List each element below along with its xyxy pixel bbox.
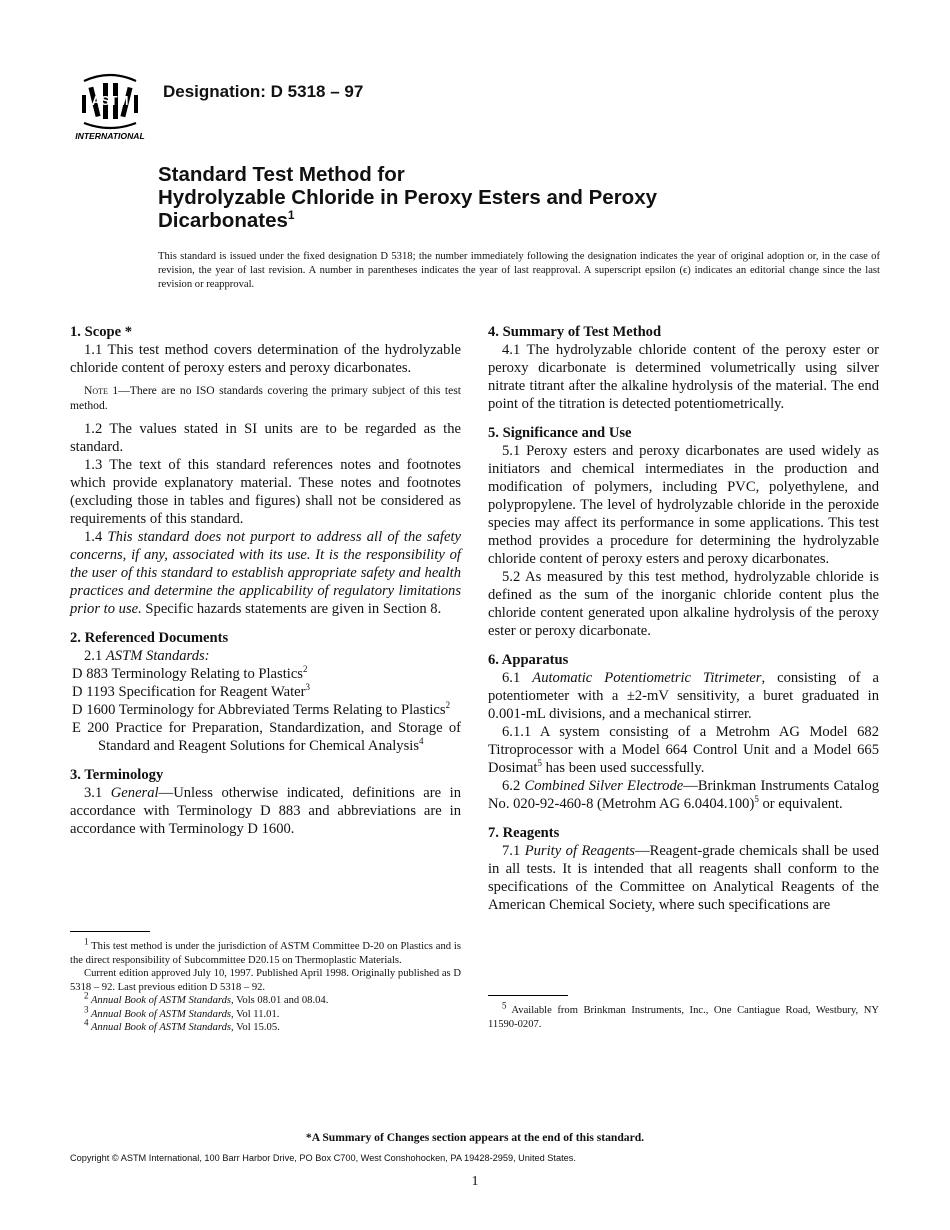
footnote-4-mark: 4: [84, 1017, 89, 1028]
title-line-3-text: Dicarbonates: [158, 209, 288, 232]
para-6-1-rest: , consisting of a potentiometer with a ±2-mV sensitivity, a buret graduated in 0.001-mL divisions, and a mechanical stirrer.: [488, 670, 879, 722]
astm-logo: [70, 73, 150, 141]
footnote-rule-left: [70, 931, 150, 932]
footnote-2-italic: Annual Book of ASTM Standards: [88, 995, 232, 1006]
para-1-4-rest: Specific hazards statements are given in Section 8.: [141, 601, 442, 617]
note-1-label: Note: [84, 384, 108, 397]
designation: Designation: D 5318 – 97: [163, 82, 364, 101]
footnote-1: [70, 936, 461, 967]
para-6-1: [488, 669, 879, 723]
footnote-3-rest: , Vol 11.01.: [231, 1008, 280, 1020]
para-1-2: 1.2 The values stated in SI units are to be regarded as the standard.: [70, 421, 461, 455]
para-7-1-rest: —Reagent-grade chemicals shall be used in all tests. It is intended that all reagents shall conform to the specifications of the Committee on Analytical Reagents of the American Chemical Society, where such specifications are: [488, 843, 879, 913]
footnote-4-italic: Annual Book of ASTM Standards: [88, 1022, 232, 1033]
reference-item: [70, 701, 461, 719]
footnote-5-text: Available from Brinkman Instruments, Inc., One Cantiague Road, Westbury, NY 11590-0207.: [488, 1005, 879, 1030]
footnote-5-mark: 5: [502, 1000, 507, 1011]
footnote-2-rest: , Vols 08.01 and 08.04.: [231, 995, 329, 1006]
para-5-1: 5.1 Peroxy esters and peroxy dicarbonates are used widely as initiators and chemical intermediates in the production and modification of polymers, including PVC, polyethylene, and polypropylene. The level of hydrolyzable chloride in the peroxide species may affect its performance in some applications. This test method provides a procedure for determining the hydrolyzable chloride content of peroxy esters and peroxy dicarbonates.: [488, 443, 879, 567]
footnote-4: [70, 1017, 461, 1035]
para-6-1-1: [488, 723, 879, 777]
para-3-1-num: 3.1: [84, 785, 111, 801]
footnote-4-rest: , Vol 15.05.: [231, 1022, 280, 1033]
reference-footnote-mark: 2: [302, 664, 308, 675]
para-1-4-italic: This standard does not purport to address all of the safety concerns, if any, associated with its use. It is the responsibility of the user of this standard to establish appropriate safety and health practices and determine the applicability of regulatory limitations prior to use.: [70, 529, 461, 617]
footnote-rule-right: [488, 995, 568, 996]
para-6-1-1-mark: 5: [537, 758, 542, 769]
para-7-1-num: 7.1: [502, 843, 525, 859]
title-line-3: [158, 209, 818, 232]
note-1: [70, 383, 461, 413]
logo-text-top: ASTM: [91, 93, 129, 108]
para-1-3: 1.3 The text of this standard references notes and footnotes which provide explanatory material. These notes and footnotes (excluding those in tables and figures) shall not be considered as requirements of this standard.: [70, 457, 461, 527]
title-line-1: Standard Test Method for: [158, 163, 405, 186]
para-1-4: [70, 528, 461, 618]
para-6-2-italic: Combined Silver Electrode: [524, 778, 684, 794]
para-7-1-italic: Purity of Reagents: [524, 843, 635, 859]
reference-footnote-mark: 2: [445, 700, 451, 711]
para-6-1-1-rest: has been used successfully.: [541, 760, 705, 776]
reference-footnote-mark: 3: [305, 682, 310, 693]
reference-text: D 1193 Specification for Reagent Water: [72, 684, 306, 700]
para-2-1: [70, 647, 461, 665]
issue-note: This standard is issued under the fixed designation D 5318; the number immediately following the designation indicates the year of original adoption or, in the case of revision, the year of last revision. A number in parentheses indicates the year of last reapproval. A superscript epsilon (ϵ) indicates an editorial change since the last revision or reapproval.: [158, 251, 880, 290]
footnote-1-mark: 1: [84, 936, 89, 947]
section-5-heading: 5. Significance and Use: [488, 425, 632, 441]
reference-text: D 1600 Terminology for Abbreviated Terms Relating to Plastics: [72, 702, 446, 718]
reference-item: [70, 719, 461, 755]
footnotes-right: [488, 1000, 879, 1031]
para-6-1-1-text: 6.1.1 A system consisting of a Metrohm AG Model 682 Titroprocessor with a Model 664 Control Unit and a Model 665 Dosimat: [488, 724, 879, 776]
reference-footnote-mark: 4: [419, 736, 424, 747]
reference-text: E 200 Practice for Preparation, Standardization, and Storage of Standard and Reagent Solutions for Chemical Analysis: [72, 720, 461, 754]
reference-item: [70, 683, 461, 701]
para-6-2-mark: 5: [754, 794, 759, 805]
footnote-3-mark: 3: [84, 1003, 89, 1014]
section-1-heading: 1. Scope *: [70, 324, 133, 340]
section-6-heading: 6. Apparatus: [488, 652, 569, 668]
footnote-3: [70, 1003, 461, 1022]
para-4-1: 4.1 The hydrolyzable chloride content of the peroxy ester or peroxy dicarbonate is determined volumetrically using silver nitrate titrant after the alkaline hydrolysis of the material. The end point of the titration is detected potentiometrically.: [488, 342, 879, 412]
para-1-4-num: 1.4: [84, 529, 108, 545]
footnote-edition: Current edition approved July 10, 1997. Published April 1998. Originally published as D 5318 – 92. Last previous edition D 5318 – 92.: [70, 968, 461, 993]
footnote-1-text: This test method is under the jurisdiction of ASTM Committee D-20 on Plastics and is the direct responsibility of Subcommittee D20.15 on Thermoplastic Materials.: [70, 941, 461, 966]
para-3-1: [70, 784, 461, 838]
section-3-heading: 3. Terminology: [70, 767, 164, 783]
title-footnote-mark: 1: [287, 208, 295, 223]
section-2-heading: 2. Referenced Documents: [70, 630, 229, 646]
footnote-2-mark: 2: [84, 990, 89, 1001]
title-line-2: Hydrolyzable Chloride in Peroxy Esters and Peroxy: [158, 186, 658, 209]
footnote-3-italic: Annual Book of ASTM Standards: [88, 1008, 232, 1020]
logo-text-bottom: INTERNATIONAL: [75, 131, 145, 141]
right-column: [488, 323, 879, 914]
para-2-1-num: 2.1: [84, 648, 106, 664]
reference-text: D 883 Terminology Relating to Plastics: [72, 666, 303, 682]
para-6-2-num: 6.2: [502, 778, 525, 794]
left-column: [70, 323, 461, 838]
para-6-2: [488, 777, 879, 813]
copyright-line: Copyright © ASTM International, 100 Barr Harbor Drive, PO Box C700, West Conshohocken, PA 19428-2959, United States.: [70, 1153, 576, 1163]
para-1-1: 1.1 This test method covers determination of the hydrolyzable chloride content of peroxy esters and peroxy dicarbonates.: [70, 342, 461, 376]
summary-of-changes-note: *A Summary of Changes section appears at the end of this standard.: [305, 1131, 645, 1144]
para-6-2-rest: —Brinkman Instruments Catalog No. 020-92-460-8 (Metrohm AG 6.0404.100): [488, 778, 879, 812]
para-6-1-italic: Automatic Potentiometric Titrimeter: [532, 670, 762, 686]
section-7-heading: 7. Reagents: [488, 825, 560, 841]
para-3-1-rest: —Unless otherwise indicated, definitions are in accordance with Terminology D 883 and abbreviations are in accordance with Terminology D 1600.: [70, 785, 461, 837]
page-number: 1: [471, 1174, 479, 1189]
para-3-1-italic: General: [110, 785, 159, 801]
footnote-2: [70, 990, 461, 1008]
footnote-5: [488, 1000, 879, 1031]
para-7-1: [488, 842, 879, 914]
para-5-2: 5.2 As measured by this test method, hydrolyzable chloride is defined as the sum of the inorganic chloride content plus the chloride content generated upon alkaline hydrolysis of the peroxy ester or peroxy dicarbonate.: [488, 569, 879, 639]
para-2-1-label: ASTM Standards:: [105, 648, 210, 664]
para-6-1-num: 6.1: [502, 670, 533, 686]
document-title: [158, 163, 818, 232]
note-1-text: 1—There are no ISO standards covering the primary subject of this test method.: [70, 384, 461, 412]
reference-item: [70, 665, 461, 683]
section-4-heading: 4. Summary of Test Method: [488, 324, 662, 340]
footnotes-left: [70, 936, 461, 1035]
para-6-2-end: or equivalent.: [758, 796, 843, 812]
